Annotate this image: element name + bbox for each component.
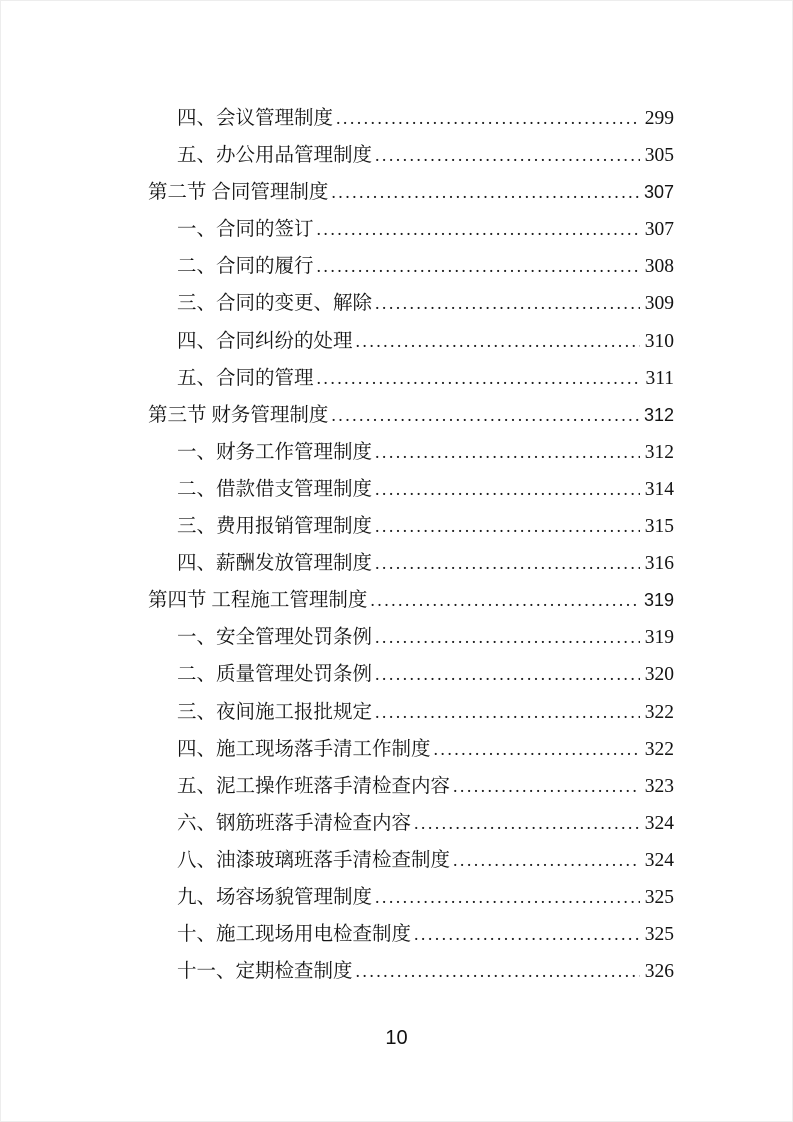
toc-entry-page: 324 — [644, 849, 674, 871]
toc-entry-label: 五、办公用品管理制度 — [177, 145, 373, 167]
toc-entry[interactable] — [148, 805, 674, 842]
toc-entry-page: 322 — [644, 738, 674, 760]
toc-entry-label: 九、场容场貌管理制度 — [177, 886, 373, 908]
toc-entry-page: 315 — [644, 516, 674, 538]
toc-entry[interactable] — [148, 137, 674, 174]
dot-leader — [375, 471, 640, 508]
dot-leader — [453, 768, 640, 805]
toc-entry[interactable] — [148, 768, 674, 805]
dot-leader — [375, 656, 640, 693]
toc-entry-label: 三、费用报销管理制度 — [177, 516, 373, 538]
toc-entry[interactable] — [148, 916, 674, 953]
toc-entry-page: 312 — [643, 404, 674, 425]
toc-entry-label: 四、会议管理制度 — [177, 108, 334, 129]
toc-entry-label: 三、合同的变更、解除 — [177, 293, 373, 315]
toc-entry-page: 310 — [644, 330, 674, 352]
toc-entry-page: 309 — [644, 293, 674, 315]
footer-page-number: 10 — [385, 1027, 408, 1049]
toc-entry-page: 325 — [644, 924, 674, 946]
toc-entry-label: 一、财务工作管理制度 — [177, 441, 373, 463]
dot-leader — [375, 694, 640, 731]
toc-entry-label: 一、安全管理处罚条例 — [177, 627, 373, 649]
dot-leader — [434, 731, 640, 768]
toc-entry-label: 二、合同的履行 — [177, 256, 314, 278]
toc-entry-page: 311 — [645, 367, 674, 389]
toc-entry-label: 五、泥工操作班落手清检查内容 — [177, 775, 451, 797]
toc-entry[interactable] — [148, 360, 674, 397]
toc-entry-label: 五、合同的管理 — [177, 367, 314, 389]
toc-entry-page: 307 — [643, 182, 674, 203]
toc-entry[interactable] — [148, 100, 674, 137]
toc-entry-page: 299 — [644, 108, 674, 129]
dot-leader — [414, 916, 640, 953]
dot-leader — [375, 137, 640, 174]
toc-entry[interactable] — [148, 879, 674, 916]
toc-entry-page: 305 — [644, 145, 674, 167]
toc-entry-page: 312 — [644, 441, 674, 463]
toc-entry-page: 319 — [643, 590, 674, 611]
toc-entry[interactable] — [148, 619, 674, 656]
toc-entry-page: 322 — [644, 701, 674, 723]
toc-entry[interactable] — [148, 397, 674, 434]
dot-leader — [331, 174, 639, 211]
toc-entry[interactable] — [148, 471, 674, 508]
toc-entry-label: 八、油漆玻璃班落手清检查制度 — [177, 849, 451, 871]
toc-entry-label: 一、合同的签订 — [177, 219, 314, 241]
toc-entry[interactable] — [148, 953, 674, 990]
toc-entry-page: 307 — [644, 219, 674, 241]
toc-entry-label: 十、施工现场用电检查制度 — [177, 924, 412, 946]
dot-leader — [375, 619, 640, 656]
toc-entry-page: 320 — [644, 664, 674, 686]
dot-leader — [317, 360, 641, 397]
dot-leader — [356, 953, 640, 990]
toc-entry-label: 四、合同纠纷的处理 — [177, 330, 353, 352]
toc-entry-page: 324 — [644, 812, 674, 834]
toc-entry[interactable] — [148, 582, 674, 619]
dot-leader — [375, 545, 640, 582]
toc-entry-label: 十一、定期检查制度 — [177, 961, 353, 983]
toc-entry-page: 308 — [644, 256, 674, 278]
toc-entry-label: 二、借款借支管理制度 — [177, 478, 373, 500]
table-of-contents — [148, 100, 674, 990]
toc-entry-page: 326 — [644, 961, 674, 983]
toc-entry-page: 316 — [644, 553, 674, 575]
toc-entry-label: 四、薪酬发放管理制度 — [177, 553, 373, 575]
toc-entry[interactable] — [148, 694, 674, 731]
toc-entry-label: 第四节 工程施工管理制度 — [148, 590, 368, 612]
toc-entry[interactable] — [148, 248, 674, 285]
toc-entry-label: 第二节 合同管理制度 — [148, 182, 329, 204]
toc-entry-label: 第三节 财务管理制度 — [148, 404, 329, 426]
toc-entry-page: 314 — [644, 478, 674, 500]
toc-entry[interactable] — [148, 508, 674, 545]
dot-leader — [317, 211, 640, 248]
toc-entry-page: 319 — [644, 627, 674, 649]
dot-leader — [331, 397, 639, 434]
toc-entry[interactable] — [148, 211, 674, 248]
dot-leader — [317, 248, 640, 285]
toc-entry[interactable] — [148, 285, 674, 322]
toc-entry[interactable] — [148, 174, 674, 211]
dot-leader — [414, 805, 640, 842]
toc-entry[interactable] — [148, 434, 674, 471]
dot-leader — [375, 508, 640, 545]
toc-entry-label: 三、夜间施工报批规定 — [177, 701, 373, 723]
dot-leader — [356, 323, 640, 360]
dot-leader — [375, 285, 640, 322]
dot-leader — [370, 582, 639, 619]
dot-leader — [375, 434, 640, 471]
dot-leader — [453, 842, 640, 879]
toc-entry[interactable] — [148, 323, 674, 360]
toc-entry[interactable] — [148, 731, 674, 768]
toc-entry-label: 四、施工现场落手清工作制度 — [177, 738, 431, 760]
toc-entry-label: 六、钢筋班落手清检查内容 — [177, 812, 412, 834]
toc-entry-page: 323 — [644, 775, 674, 797]
dot-leader — [336, 100, 640, 137]
toc-entry[interactable] — [148, 656, 674, 693]
dot-leader — [375, 879, 640, 916]
toc-entry[interactable] — [148, 842, 674, 879]
toc-entry[interactable] — [148, 545, 674, 582]
toc-entry-page: 325 — [644, 886, 674, 908]
toc-entry-label: 二、质量管理处罚条例 — [177, 664, 373, 686]
